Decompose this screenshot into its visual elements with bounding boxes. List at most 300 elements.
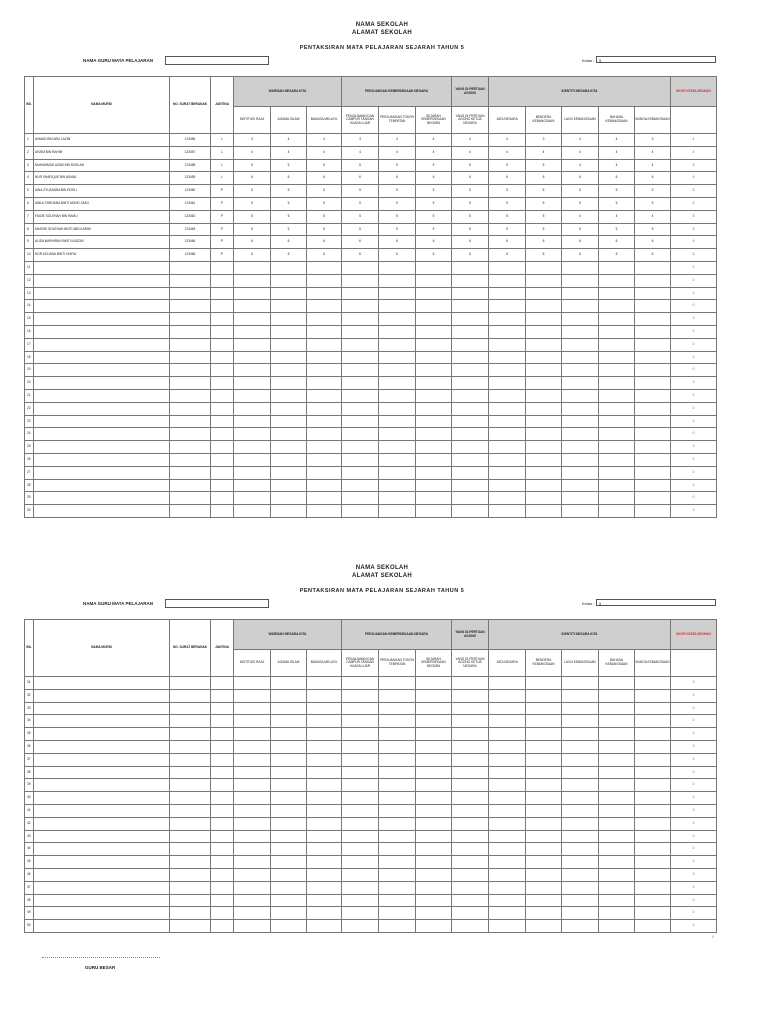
table-row: [25, 236, 717, 249]
cell-empty: [599, 868, 635, 881]
cell-empty: [562, 779, 599, 792]
column-sub: BUNGA KEBANGSAAN: [635, 107, 671, 134]
cell-score: 6: [526, 236, 562, 249]
cell-empty: [489, 287, 526, 300]
cell-empty: [452, 843, 489, 856]
cell-empty: [635, 856, 671, 869]
cell-empty: [599, 453, 635, 466]
cell-empty: [34, 351, 170, 364]
cell-empty: [526, 415, 562, 428]
cell-empty: [307, 325, 342, 338]
cell-total: 0: [671, 338, 717, 351]
cell-empty: [452, 415, 489, 428]
report-title: PENTAKSIRAN MATA PELAJARAN SEJARAH TAHUN 5: [299, 588, 465, 594]
cell-empty: [452, 300, 489, 313]
cell-empty: [416, 830, 452, 843]
cell-total: 6: [671, 172, 717, 185]
cell-empty: [416, 868, 452, 881]
cell-total: 5: [671, 210, 717, 223]
cell-empty: [526, 740, 562, 753]
cell-empty: [379, 313, 416, 326]
cell-empty: [34, 868, 170, 881]
cell-empty: [489, 689, 526, 702]
cell-empty: [379, 830, 416, 843]
cell-total: 0: [671, 677, 717, 690]
cell-empty: [599, 325, 635, 338]
cell-bil: 33: [25, 702, 34, 715]
cell-empty: [489, 856, 526, 869]
column-sub: BAHASA KEBANGSAAN: [599, 650, 635, 677]
cell-empty: [271, 894, 307, 907]
cell-empty: [271, 881, 307, 894]
signature-label: GURU BESAR: [85, 965, 116, 970]
cell-score: 6: [416, 236, 452, 249]
cell-bil: 42: [25, 817, 34, 830]
cell-empty: [170, 261, 211, 274]
cell-empty: [452, 428, 489, 441]
cell-empty: [452, 364, 489, 377]
cell-jantina: L: [211, 159, 234, 172]
cell-score: 6: [526, 249, 562, 262]
cell-empty: [234, 843, 271, 856]
cell-empty: [562, 453, 599, 466]
table-row: [25, 287, 717, 300]
cell-empty: [342, 677, 379, 690]
cell-empty: [599, 377, 635, 390]
cell-empty: [342, 843, 379, 856]
cell-score: 4: [489, 134, 526, 147]
cell-empty: [452, 677, 489, 690]
cell-empty: [452, 338, 489, 351]
cell-score: 4: [307, 134, 342, 147]
cell-bil: 19: [25, 364, 34, 377]
cell-score: 6: [271, 249, 307, 262]
cell-empty: [562, 715, 599, 728]
cell-empty: [635, 402, 671, 415]
cell-empty: [170, 389, 211, 402]
report-title: PENTAKSIRAN MATA PELAJARAN SEJARAH TAHUN 5: [299, 45, 465, 51]
cell-empty: [379, 817, 416, 830]
cell-empty: [562, 325, 599, 338]
cell-total: 5: [671, 197, 717, 210]
cell-empty: [234, 779, 271, 792]
cell-empty: [342, 261, 379, 274]
cell-empty: [635, 466, 671, 479]
cell-score: 6: [635, 236, 671, 249]
table-row: [25, 505, 717, 518]
guru-input[interactable]: [165, 56, 269, 65]
cell-empty: [307, 313, 342, 326]
cell-empty: [635, 881, 671, 894]
cell-score: 5: [562, 185, 599, 198]
cell-empty: [635, 325, 671, 338]
kelas-input[interactable]: 5: [596, 56, 716, 63]
cell-empty: [342, 715, 379, 728]
cell-empty: [234, 364, 271, 377]
cell-score: 5: [489, 210, 526, 223]
cell-empty: [342, 817, 379, 830]
column-sub: JATA NEGARA: [489, 650, 526, 677]
cell-empty: [342, 415, 379, 428]
cell-empty: [379, 377, 416, 390]
cell-bil: 6: [25, 197, 34, 210]
cell-jantina: P: [211, 185, 234, 198]
table-row: [25, 830, 717, 843]
table-row: [25, 441, 717, 454]
cell-empty: [489, 300, 526, 313]
cell-empty: [526, 868, 562, 881]
column-group: YANG DI-PERTUAN AGONG: [452, 77, 489, 107]
cell-empty: [379, 715, 416, 728]
cell-empty: [211, 300, 234, 313]
cell-empty: [526, 441, 562, 454]
cell-empty: [170, 441, 211, 454]
cell-empty: [562, 338, 599, 351]
cell-total: 0: [671, 817, 717, 830]
cell-empty: [271, 492, 307, 505]
cell-nama: AINA ZYUZANNA BIN ROSLI: [34, 185, 170, 198]
cell-empty: [599, 492, 635, 505]
cell-bil: 8: [25, 223, 34, 236]
column-group: PERJUANGAN KEMERDEKAAN NEGARA: [342, 77, 452, 107]
cell-score: 6: [562, 236, 599, 249]
cell-total: 5: [671, 159, 717, 172]
cell-empty: [599, 830, 635, 843]
cell-empty: [452, 402, 489, 415]
cell-empty: [234, 907, 271, 920]
cell-empty: [562, 894, 599, 907]
cell-empty: [379, 702, 416, 715]
cell-empty: [34, 313, 170, 326]
cell-empty: [307, 492, 342, 505]
table-row: [25, 689, 717, 702]
cell-total: 0: [671, 792, 717, 805]
cell-empty: [379, 804, 416, 817]
cell-bil: 45: [25, 856, 34, 869]
cell-bil: 23: [25, 415, 34, 428]
cell-empty: [416, 274, 452, 287]
cell-empty: [599, 817, 635, 830]
cell-empty: [635, 766, 671, 779]
cell-empty: [307, 505, 342, 518]
cell-empty: [211, 351, 234, 364]
cell-score: 4: [489, 146, 526, 159]
cell-empty: [170, 466, 211, 479]
cell-empty: [452, 753, 489, 766]
cell-empty: [416, 753, 452, 766]
cell-empty: [34, 740, 170, 753]
cell-empty: [211, 868, 234, 881]
cell-empty: [452, 766, 489, 779]
column-nama: NAMA MURID: [34, 620, 170, 677]
cell-empty: [599, 505, 635, 518]
cell-empty: [452, 351, 489, 364]
table-row: [25, 715, 717, 728]
cell-empty: [234, 753, 271, 766]
cell-bil: 1: [25, 134, 34, 147]
cell-empty: [34, 377, 170, 390]
cell-empty: [342, 479, 379, 492]
cell-total: 0: [671, 466, 717, 479]
cell-empty: [562, 728, 599, 741]
cell-empty: [526, 453, 562, 466]
cell-empty: [489, 428, 526, 441]
cell-empty: [379, 453, 416, 466]
cell-score: 5: [379, 223, 416, 236]
cell-bil: 27: [25, 466, 34, 479]
cell-empty: [526, 753, 562, 766]
cell-empty: [342, 779, 379, 792]
cell-empty: [307, 377, 342, 390]
cell-empty: [526, 881, 562, 894]
cell-empty: [599, 287, 635, 300]
cell-empty: [34, 505, 170, 518]
cell-empty: [307, 766, 342, 779]
table-row: [25, 466, 717, 479]
cell-empty: [271, 402, 307, 415]
cell-empty: [170, 792, 211, 805]
cell-empty: [526, 817, 562, 830]
table-row: [25, 843, 717, 856]
cell-empty: [271, 907, 307, 920]
cell-empty: [271, 274, 307, 287]
cell-empty: [635, 441, 671, 454]
cell-empty: [34, 843, 170, 856]
cell-empty: [562, 402, 599, 415]
column-group: WARISAN NEGARA KITA: [234, 620, 342, 650]
cell-score: 5: [271, 197, 307, 210]
cell-empty: [342, 466, 379, 479]
cell-empty: [562, 766, 599, 779]
cell-empty: [34, 830, 170, 843]
cell-empty: [307, 894, 342, 907]
cell-empty: [34, 894, 170, 907]
cell-empty: [307, 779, 342, 792]
cell-score: 6: [234, 249, 271, 262]
column-surat: NO. SURAT BERANAK: [170, 620, 211, 677]
cell-empty: [379, 479, 416, 492]
cell-empty: [342, 804, 379, 817]
cell-nama: MUHAMMAD AZAM BIN ROSLAN: [34, 159, 170, 172]
cell-empty: [307, 428, 342, 441]
cell-empty: [489, 505, 526, 518]
cell-empty: [379, 689, 416, 702]
cell-empty: [562, 868, 599, 881]
guru-input[interactable]: [165, 599, 269, 608]
cell-score: 4: [562, 159, 599, 172]
cell-empty: [211, 740, 234, 753]
cell-surat: 123462: [170, 210, 211, 223]
cell-empty: [234, 792, 271, 805]
cell-empty: [234, 428, 271, 441]
cell-bil: 18: [25, 351, 34, 364]
cell-empty: [170, 453, 211, 466]
cell-empty: [211, 415, 234, 428]
cell-empty: [34, 804, 170, 817]
cell-empty: [234, 715, 271, 728]
cell-empty: [635, 894, 671, 907]
cell-empty: [342, 453, 379, 466]
cell-score: 6: [416, 172, 452, 185]
cell-empty: [489, 364, 526, 377]
cell-score: 5: [307, 185, 342, 198]
column-sub: YANG DI-PERTUAN AGONG KETUA NEGARA: [452, 650, 489, 677]
cell-score: 5: [635, 185, 671, 198]
table-row: [25, 753, 717, 766]
cell-empty: [526, 287, 562, 300]
cell-empty: [170, 338, 211, 351]
table-row: [25, 325, 717, 338]
cell-total: 0: [671, 740, 717, 753]
cell-surat: 123458: [170, 159, 211, 172]
cell-score: 5: [234, 197, 271, 210]
cell-nama: NUR SHAFIQUE BIN AKMAL: [34, 172, 170, 185]
cell-empty: [526, 428, 562, 441]
cell-bil: 16: [25, 325, 34, 338]
cell-empty: [271, 766, 307, 779]
cell-empty: [489, 415, 526, 428]
cell-empty: [489, 351, 526, 364]
cell-empty: [271, 313, 307, 326]
cell-empty: [489, 804, 526, 817]
cell-empty: [562, 274, 599, 287]
cell-score: 5: [271, 223, 307, 236]
cell-empty: [526, 492, 562, 505]
cell-empty: [34, 325, 170, 338]
cell-score: 6: [489, 249, 526, 262]
cell-empty: [635, 364, 671, 377]
cell-empty: [416, 677, 452, 690]
cell-total: 0: [671, 453, 717, 466]
cell-total: 0: [671, 856, 717, 869]
cell-empty: [416, 505, 452, 518]
cell-empty: [211, 261, 234, 274]
cell-empty: [379, 792, 416, 805]
cell-empty: [234, 377, 271, 390]
cell-score: 6: [342, 172, 379, 185]
cell-empty: [599, 300, 635, 313]
cell-nama: FAIZIE SOLEHAH BIN RAMLI: [34, 210, 170, 223]
cell-empty: [211, 492, 234, 505]
cell-empty: [34, 779, 170, 792]
cell-empty: [526, 313, 562, 326]
cell-empty: [211, 505, 234, 518]
cell-bil: 7: [25, 210, 34, 223]
cell-empty: [635, 338, 671, 351]
cell-score: 6: [526, 172, 562, 185]
cell-score: 4: [599, 159, 635, 172]
cell-total: 0: [671, 287, 717, 300]
cell-empty: [489, 817, 526, 830]
cell-empty: [416, 779, 452, 792]
column-surat: NO. SURAT BERANAK: [170, 77, 211, 134]
cell-bil: 25: [25, 441, 34, 454]
cell-score: 6: [307, 249, 342, 262]
cell-surat: 123459: [170, 172, 211, 185]
cell-empty: [234, 287, 271, 300]
cell-empty: [170, 779, 211, 792]
cell-empty: [211, 753, 234, 766]
cell-empty: [307, 920, 342, 933]
cell-empty: [562, 415, 599, 428]
cell-empty: [211, 287, 234, 300]
cell-empty: [342, 441, 379, 454]
cell-total: 6: [671, 236, 717, 249]
cell-empty: [170, 856, 211, 869]
cell-empty: [211, 313, 234, 326]
cell-empty: [234, 261, 271, 274]
column-group: PERJUANGAN KEMERDEKAAN NEGARA: [342, 620, 452, 650]
column-sub: BENDERA KEBANGSAAN: [526, 650, 562, 677]
cell-empty: [562, 804, 599, 817]
table-row: [25, 792, 717, 805]
cell-score: 5: [379, 197, 416, 210]
cell-empty: [452, 868, 489, 881]
cell-empty: [342, 287, 379, 300]
cell-empty: [307, 702, 342, 715]
cell-empty: [307, 804, 342, 817]
cell-score: 5: [599, 223, 635, 236]
cell-score: 4: [635, 159, 671, 172]
cell-empty: [489, 492, 526, 505]
cell-empty: [234, 830, 271, 843]
cell-empty: [170, 313, 211, 326]
cell-empty: [307, 868, 342, 881]
kelas-input[interactable]: 5: [596, 599, 716, 606]
cell-empty: [307, 677, 342, 690]
table-row: [25, 920, 717, 933]
cell-empty: [379, 325, 416, 338]
cell-empty: [211, 428, 234, 441]
cell-empty: [416, 389, 452, 402]
cell-empty: [234, 817, 271, 830]
cell-empty: [526, 920, 562, 933]
guru-label: NAMA GURU MATA PELAJARAN: [83, 58, 153, 63]
cell-empty: [635, 492, 671, 505]
cell-empty: [599, 351, 635, 364]
cell-score: 5: [342, 159, 379, 172]
cell-empty: [416, 920, 452, 933]
cell-empty: [170, 287, 211, 300]
cell-empty: [526, 364, 562, 377]
cell-empty: [170, 492, 211, 505]
cell-score: 5: [599, 185, 635, 198]
cell-score: 6: [452, 249, 489, 262]
cell-empty: [307, 715, 342, 728]
cell-jantina: L: [211, 172, 234, 185]
cell-empty: [34, 766, 170, 779]
cell-empty: [271, 453, 307, 466]
cell-empty: [234, 300, 271, 313]
cell-empty: [342, 907, 379, 920]
cell-total: 0: [671, 351, 717, 364]
cell-empty: [307, 817, 342, 830]
cell-empty: [599, 466, 635, 479]
cell-score: 5: [635, 197, 671, 210]
cell-empty: [599, 856, 635, 869]
cell-empty: [211, 702, 234, 715]
cell-empty: [526, 689, 562, 702]
cell-empty: [379, 428, 416, 441]
cell-empty: [562, 466, 599, 479]
cell-bil: 21: [25, 389, 34, 402]
cell-empty: [635, 728, 671, 741]
guru-label: NAMA GURU MATA PELAJARAN: [83, 601, 153, 606]
cell-score: 6: [562, 249, 599, 262]
cell-empty: [234, 689, 271, 702]
cell-empty: [342, 338, 379, 351]
cell-bil: 37: [25, 753, 34, 766]
